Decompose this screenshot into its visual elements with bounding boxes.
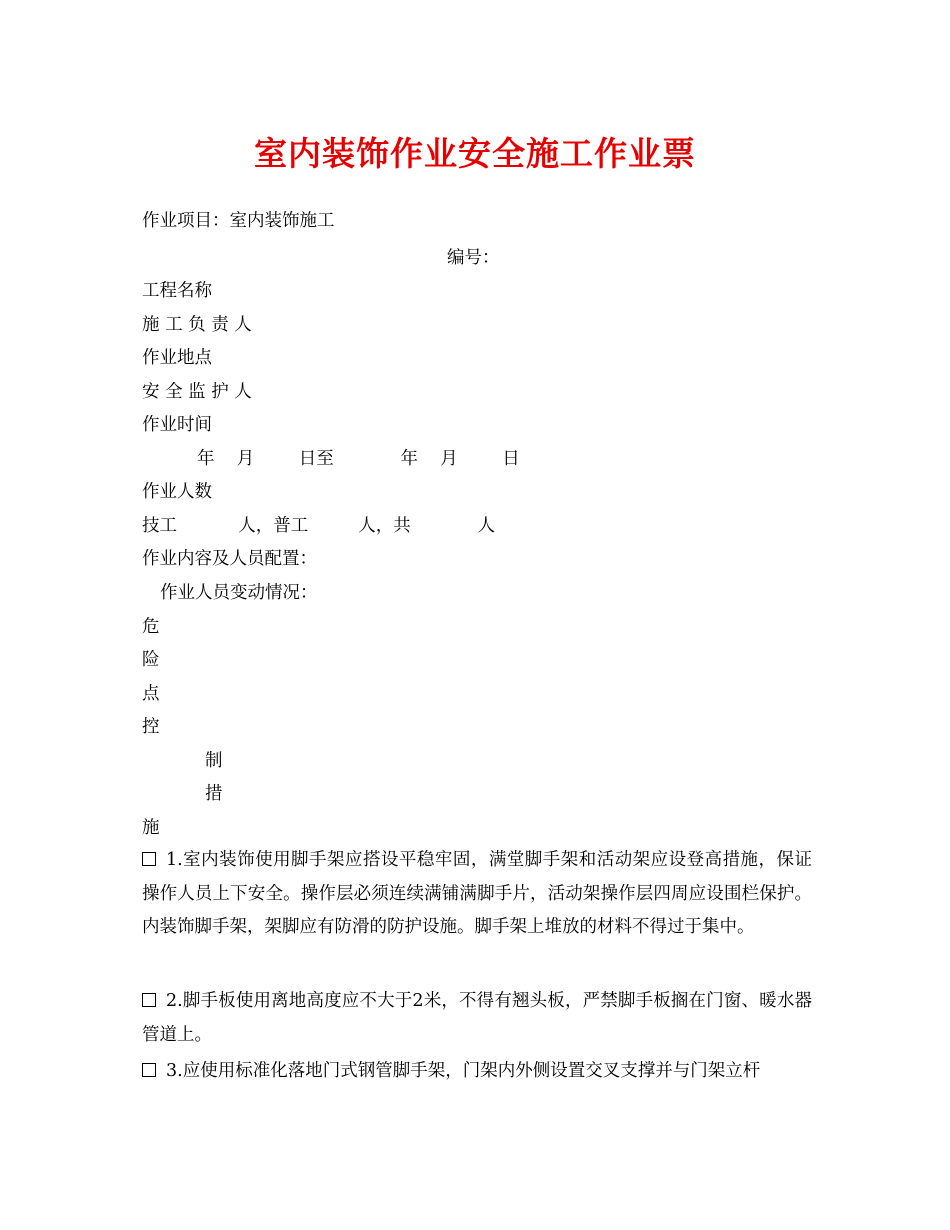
measure-item xyxy=(142,844,812,945)
hazard-heading-char: 措 xyxy=(205,784,223,804)
worker-count-label: 作业人数 xyxy=(142,482,212,502)
work-location-label: 作业地点 xyxy=(142,348,212,368)
worker-breakdown: 技工 人，普工 人，共 人 xyxy=(142,516,496,536)
work-project: 作业项目：室内装饰施工 xyxy=(142,211,335,231)
work-time-label: 作业时间 xyxy=(142,415,212,435)
measure-item xyxy=(142,1055,812,1089)
construction-leader-label: 施 工 负 责 人 xyxy=(142,315,252,335)
measure-text: 1.室内装饰使用脚手架应搭设平稳牢固，满堂脚手架和活动架应设登高措施，保证操作人员上下安全。操作层必须连续满铺满脚手片，活动架操作层四周应设围栏保护。内装饰脚手架，架脚应有防滑的防护设施。脚手架上堆放的材料不得过于集中。 xyxy=(142,850,812,938)
hazard-heading-char: 施 xyxy=(142,818,160,838)
hazard-heading-char: 制 xyxy=(205,751,223,771)
measure-text: 2.脚手板使用离地高度应不大于2米，不得有翘头板，严禁脚手板搁在门窗、暖水器管道上。 xyxy=(142,991,812,1045)
checkbox[interactable] xyxy=(142,1063,156,1077)
hazard-heading-char: 危 xyxy=(142,617,160,637)
document-title: 室内装饰作业安全施工作业票 xyxy=(254,134,696,173)
checkbox[interactable] xyxy=(142,852,156,866)
checkbox[interactable] xyxy=(142,993,156,1007)
measure-text: 3.应使用标准化落地门式钢管脚手架，门架内外侧设置交叉支撑并与门架立杆 xyxy=(166,1061,761,1081)
number-label: 编号： xyxy=(447,248,500,268)
hazard-heading-char: 险 xyxy=(142,650,160,670)
content-config-label: 作业内容及人员配置： xyxy=(142,549,317,569)
hazard-heading-char: 控 xyxy=(142,717,160,737)
personnel-changes-label: 作业人员变动情况： xyxy=(160,583,318,603)
project-name-label: 工程名称 xyxy=(142,281,212,301)
measure-item xyxy=(142,985,812,1052)
safety-supervisor-label: 安 全 监 护 人 xyxy=(142,382,252,402)
date-range: 年 月 日至 年 月 日 xyxy=(197,449,520,469)
hazard-heading-char: 点 xyxy=(142,684,160,704)
